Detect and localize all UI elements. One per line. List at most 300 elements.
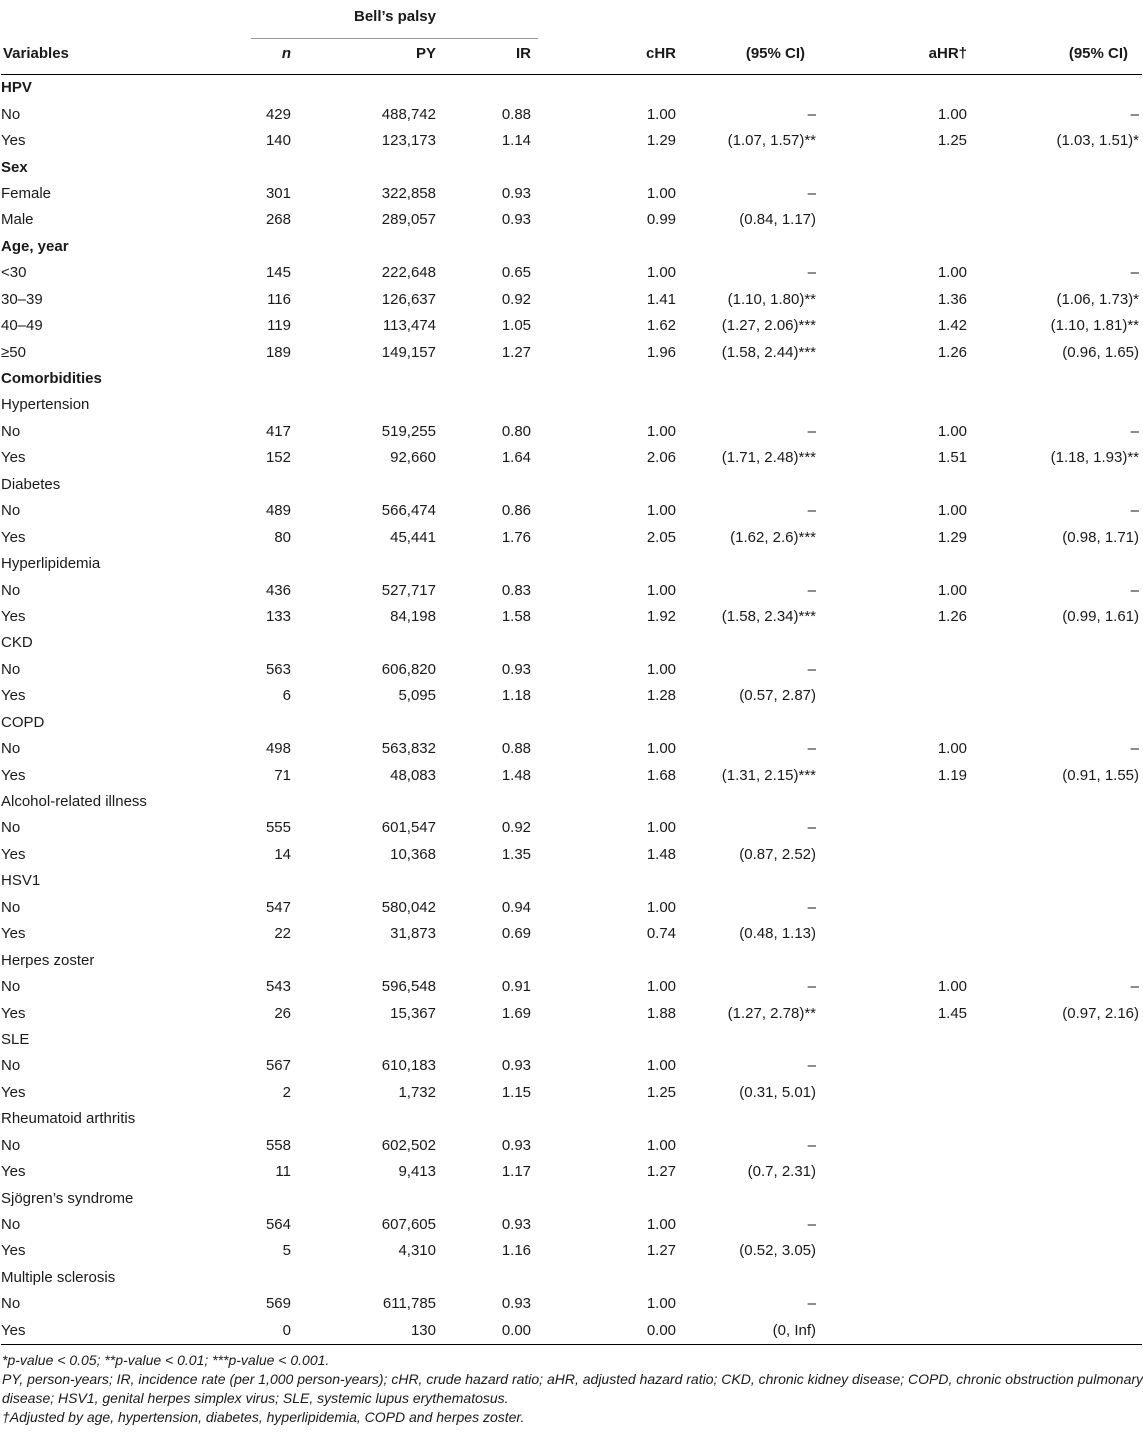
cell-n xyxy=(251,154,291,180)
cell-chr: 1.27 xyxy=(646,1163,677,1181)
cell-ci2: (1.06, 1.73)* xyxy=(1056,290,1140,308)
cell-ci1: – xyxy=(807,105,817,123)
cell-chr: 1.00 xyxy=(646,581,677,599)
cell-ir: 0.86 xyxy=(501,502,532,520)
cell-ci1: (0, Inf) xyxy=(772,1321,817,1339)
row-label: Yes xyxy=(1,687,26,705)
cell-ci2 xyxy=(976,1265,1142,1291)
cell-ahr xyxy=(841,1053,976,1079)
cell-ci1: (1.58, 2.34)*** xyxy=(721,607,817,625)
cell-ci2 xyxy=(976,1080,1142,1106)
row-label: HPV xyxy=(1,79,32,97)
row-label: Male xyxy=(1,211,34,229)
cell-ahr xyxy=(841,1027,976,1053)
cell-ci2: – xyxy=(1130,105,1140,123)
cell-py: 45,441 xyxy=(390,528,436,546)
cell-ahr xyxy=(841,75,976,102)
cell-ahr: 1.00 xyxy=(937,264,968,282)
cell-n: 558 xyxy=(265,1136,291,1154)
cell-chr xyxy=(539,366,679,392)
cell-chr xyxy=(539,392,679,418)
cell-py: 48,083 xyxy=(390,766,436,784)
table-row xyxy=(1,1053,1142,1079)
cell-ahr: 1.00 xyxy=(937,502,968,520)
cell-py xyxy=(291,710,466,736)
cell-ci2: (0.96, 1.65) xyxy=(1062,343,1140,361)
cell-n: 2 xyxy=(282,1083,291,1101)
cell-chr: 1.25 xyxy=(646,1083,677,1101)
cell-ahr xyxy=(841,1291,976,1317)
cell-ir: 0.80 xyxy=(501,422,532,440)
cell-ahr: 1.42 xyxy=(937,317,968,335)
cell-py xyxy=(291,947,466,973)
cell-chr: 1.00 xyxy=(646,1136,677,1154)
cell-ci1 xyxy=(679,366,841,392)
cell-chr: 1.27 xyxy=(646,1242,677,1260)
cell-n: 133 xyxy=(265,607,291,625)
row-label: No xyxy=(1,105,21,123)
row-label: Yes xyxy=(1,766,26,784)
cell-chr: 1.00 xyxy=(646,1295,677,1313)
row-label: Yes xyxy=(1,1163,26,1181)
cell-py: 563,832 xyxy=(381,740,436,758)
cell-ahr: 1.00 xyxy=(937,581,968,599)
cell-ahr xyxy=(841,472,976,498)
row-label: Age, year xyxy=(1,237,69,255)
col-ahr: aHR† xyxy=(841,34,976,75)
cell-ci1 xyxy=(679,789,841,815)
cell-chr xyxy=(539,1185,679,1211)
cell-chr: 1.00 xyxy=(646,740,677,758)
cell-chr: 0.99 xyxy=(646,211,677,229)
cell-n xyxy=(251,1027,291,1053)
cell-n xyxy=(251,551,291,577)
row-label: No xyxy=(1,1136,21,1154)
cell-ahr: 1.00 xyxy=(937,105,968,123)
cell-py: 149,157 xyxy=(381,343,436,361)
cell-ci1: (0.57, 2.87) xyxy=(739,687,817,705)
cell-py: 566,474 xyxy=(381,502,436,520)
cell-chr: 1.88 xyxy=(646,1004,677,1022)
cell-ir: 1.58 xyxy=(501,607,532,625)
cell-ahr xyxy=(841,366,976,392)
cell-ci1: (1.27, 2.78)** xyxy=(727,1004,817,1022)
cell-chr: 1.00 xyxy=(646,422,677,440)
results-table xyxy=(1,0,1142,1344)
cell-ahr xyxy=(841,895,976,921)
cell-ci1: (0.84, 1.17) xyxy=(739,211,817,229)
table-row xyxy=(1,1027,1142,1053)
cell-ci1: (1.31, 2.15)*** xyxy=(721,766,817,784)
cell-n: 429 xyxy=(265,105,291,123)
cell-n: 268 xyxy=(265,211,291,229)
cell-ir: 0.93 xyxy=(501,1216,532,1234)
cell-ahr xyxy=(841,1238,976,1264)
cell-n: 189 xyxy=(265,343,291,361)
cell-ci1 xyxy=(679,75,841,102)
cell-py xyxy=(291,1265,466,1291)
table-row xyxy=(1,683,1142,709)
cell-ci2 xyxy=(976,1133,1142,1159)
row-label: Yes xyxy=(1,925,26,943)
cell-n: 80 xyxy=(274,528,291,546)
cell-ir: 0.92 xyxy=(501,819,532,837)
cell-n: 22 xyxy=(274,925,291,943)
cell-ci1: – xyxy=(807,1216,817,1234)
cell-n: 119 xyxy=(267,317,291,335)
cell-ir: 1.48 xyxy=(501,766,532,784)
cell-ci2: (1.03, 1.51)* xyxy=(1056,132,1140,150)
cell-ci2 xyxy=(976,842,1142,868)
cell-ci1: (1.07, 1.57)** xyxy=(727,132,817,150)
cell-n: 301 xyxy=(265,184,291,202)
table-row xyxy=(1,1238,1142,1264)
cell-n xyxy=(251,392,291,418)
cell-ci2: – xyxy=(1130,978,1140,996)
cell-ci1 xyxy=(679,868,841,894)
cell-ci1 xyxy=(679,234,841,260)
cell-ir: 1.17 xyxy=(501,1163,532,1181)
cell-n xyxy=(251,710,291,736)
cell-chr: 0.00 xyxy=(646,1321,677,1339)
cell-py: 611,785 xyxy=(382,1295,436,1313)
cell-chr: 1.62 xyxy=(646,317,677,335)
cell-ahr xyxy=(841,1106,976,1132)
cell-ir: 1.18 xyxy=(501,687,532,705)
cell-ir xyxy=(466,1106,539,1132)
cell-py xyxy=(291,1106,466,1132)
col-ci-crude: (95% CI) xyxy=(679,34,841,75)
row-label: Yes xyxy=(1,1242,26,1260)
cell-py: 123,173 xyxy=(381,132,436,150)
cell-ci2 xyxy=(976,683,1142,709)
cell-py: 222,648 xyxy=(381,264,436,282)
cell-ahr xyxy=(841,842,976,868)
cell-ci2: (0.99, 1.61) xyxy=(1062,607,1140,625)
cell-chr: 1.00 xyxy=(646,660,677,678)
cell-ci1: (1.10, 1.80)** xyxy=(727,290,817,308)
cell-ahr xyxy=(841,1265,976,1291)
cell-ir xyxy=(466,366,539,392)
cell-py: 610,183 xyxy=(381,1057,436,1075)
table-row xyxy=(1,577,1142,603)
row-label: Comorbidities xyxy=(1,370,102,388)
cell-ci1: (0.48, 1.13) xyxy=(739,925,817,943)
table-row xyxy=(1,472,1142,498)
row-label: Yes xyxy=(1,607,26,625)
col-variables: Variables xyxy=(1,34,251,75)
cell-py: 580,042 xyxy=(381,898,436,916)
cell-chr: 1.41 xyxy=(646,290,677,308)
table-row xyxy=(1,1291,1142,1317)
cell-ir xyxy=(466,630,539,656)
table-row xyxy=(1,1212,1142,1238)
cell-ci1 xyxy=(679,1027,841,1053)
cell-ci1: – xyxy=(807,660,817,678)
table-row xyxy=(1,234,1142,260)
cell-ci1: – xyxy=(807,422,817,440)
cell-py: 519,255 xyxy=(381,422,436,440)
cell-chr xyxy=(539,947,679,973)
table-row xyxy=(1,868,1142,894)
cell-n: 417 xyxy=(265,422,291,440)
cell-n xyxy=(251,1265,291,1291)
cell-ahr xyxy=(841,1185,976,1211)
cell-n: 0 xyxy=(282,1321,291,1339)
cell-ahr xyxy=(841,657,976,683)
cell-ci2 xyxy=(976,1238,1142,1264)
row-label: No xyxy=(1,422,21,440)
cell-ahr xyxy=(841,1133,976,1159)
row-label: No xyxy=(1,660,21,678)
cell-chr: 1.96 xyxy=(646,343,677,361)
table-row xyxy=(1,1000,1142,1026)
col-n: n xyxy=(251,34,291,75)
cell-chr xyxy=(539,75,679,102)
cell-ci2: (0.91, 1.55) xyxy=(1062,766,1140,784)
row-label: Sex xyxy=(1,158,28,176)
cell-ci1: – xyxy=(807,740,817,758)
row-label: 30–39 xyxy=(1,290,43,308)
table-row xyxy=(1,1080,1142,1106)
table-row xyxy=(1,1265,1142,1291)
cell-n: 564 xyxy=(265,1216,291,1234)
row-label: CKD xyxy=(1,634,33,652)
cell-n: 498 xyxy=(265,740,291,758)
cell-ir xyxy=(466,75,539,102)
cell-ir xyxy=(466,1027,539,1053)
cell-ir: 0.93 xyxy=(501,211,532,229)
cell-ir: 1.35 xyxy=(501,845,532,863)
row-label: No xyxy=(1,1057,21,1075)
cell-ci1: – xyxy=(807,978,817,996)
cell-py: 9,413 xyxy=(398,1163,436,1181)
cell-py: 527,717 xyxy=(381,581,436,599)
cell-py: 31,873 xyxy=(390,925,436,943)
cell-ahr xyxy=(841,1159,976,1185)
cell-chr: 1.00 xyxy=(646,1057,677,1075)
row-label: Rheumatoid arthritis xyxy=(1,1110,136,1128)
table-row xyxy=(1,128,1142,154)
row-label: Yes xyxy=(1,449,26,467)
table-row xyxy=(1,947,1142,973)
table-row xyxy=(1,1159,1142,1185)
row-label: HSV1 xyxy=(1,872,41,890)
row-label: Sjögren’s syndrome xyxy=(1,1189,134,1207)
cell-ci1 xyxy=(679,551,841,577)
row-label: No xyxy=(1,819,21,837)
table-row xyxy=(1,1185,1142,1211)
cell-ir: 0.83 xyxy=(501,581,532,599)
cell-ci2: – xyxy=(1130,740,1140,758)
cell-chr xyxy=(539,630,679,656)
cell-py: 322,858 xyxy=(381,184,436,202)
cell-ci2 xyxy=(976,868,1142,894)
cell-ir xyxy=(466,154,539,180)
cell-ci1: (0.7, 2.31) xyxy=(747,1163,817,1181)
cell-n: 436 xyxy=(265,581,291,599)
cell-chr: 1.00 xyxy=(646,978,677,996)
cell-n xyxy=(251,868,291,894)
col-ci-adjusted: (95% CI) xyxy=(976,34,1142,75)
table-row xyxy=(1,339,1142,365)
cell-ahr: 1.00 xyxy=(937,978,968,996)
table-row xyxy=(1,789,1142,815)
cell-n xyxy=(251,947,291,973)
cell-ci2 xyxy=(976,207,1142,233)
cell-ahr xyxy=(841,154,976,180)
cell-chr: 1.29 xyxy=(646,132,677,150)
cell-ci2 xyxy=(976,1159,1142,1185)
cell-py: 15,367 xyxy=(390,1004,436,1022)
cell-ci1: (0.31, 5.01) xyxy=(739,1083,817,1101)
cell-n: 5 xyxy=(282,1242,291,1260)
cell-ci2: (0.98, 1.71) xyxy=(1062,528,1140,546)
cell-chr: 1.48 xyxy=(646,845,677,863)
table-row xyxy=(1,974,1142,1000)
cell-ci2: – xyxy=(1130,581,1140,599)
row-label: No xyxy=(1,898,21,916)
cell-ci1: – xyxy=(807,184,817,202)
cell-ir: 1.69 xyxy=(501,1004,532,1022)
cell-ci1 xyxy=(679,1185,841,1211)
table-row xyxy=(1,921,1142,947)
cell-ci2 xyxy=(976,154,1142,180)
cell-ahr: 1.26 xyxy=(937,343,968,361)
cell-py xyxy=(291,75,466,102)
cell-py xyxy=(291,1027,466,1053)
cell-py xyxy=(291,234,466,260)
table-row xyxy=(1,710,1142,736)
cell-ci1: (1.58, 2.44)*** xyxy=(721,343,817,361)
cell-ir: 0.69 xyxy=(501,925,532,943)
cell-py: 596,548 xyxy=(381,978,436,996)
cell-ir: 0.93 xyxy=(501,1057,532,1075)
cell-n: 543 xyxy=(265,978,291,996)
cell-ci1: – xyxy=(807,1057,817,1075)
cell-chr xyxy=(539,710,679,736)
cell-n: 152 xyxy=(265,449,291,467)
row-label: Alcohol-related illness xyxy=(1,793,147,811)
table-row xyxy=(1,260,1142,286)
cell-ahr: 1.00 xyxy=(937,422,968,440)
cell-n: 11 xyxy=(275,1163,291,1181)
cell-ir: 1.76 xyxy=(501,528,532,546)
cell-ahr xyxy=(841,392,976,418)
cell-ahr xyxy=(841,710,976,736)
cell-ir: 1.14 xyxy=(501,132,532,150)
cell-ir xyxy=(466,947,539,973)
cell-ci1: (1.62, 2.6)*** xyxy=(730,528,817,546)
row-label: Yes xyxy=(1,528,26,546)
cell-ir xyxy=(466,1185,539,1211)
cell-ir: 0.93 xyxy=(501,1136,532,1154)
cell-ci2 xyxy=(976,181,1142,207)
cell-ahr xyxy=(841,789,976,815)
cell-ir: 0.91 xyxy=(501,978,532,996)
cell-ir xyxy=(466,710,539,736)
cell-py xyxy=(291,551,466,577)
cell-ir: 0.65 xyxy=(501,264,532,282)
row-label: COPD xyxy=(1,713,45,731)
cell-ci1: – xyxy=(807,502,817,520)
cell-py xyxy=(291,868,466,894)
cell-chr xyxy=(539,551,679,577)
section-row xyxy=(1,154,1142,180)
header-span-rule xyxy=(251,38,538,39)
cell-ci2 xyxy=(976,1291,1142,1317)
cell-ir: 0.92 xyxy=(501,290,532,308)
cell-ci1 xyxy=(679,1106,841,1132)
cell-n: 567 xyxy=(265,1057,291,1075)
cell-chr: 0.74 xyxy=(646,925,677,943)
cell-chr: 1.00 xyxy=(646,502,677,520)
cell-chr: 1.00 xyxy=(646,264,677,282)
cell-ci2 xyxy=(976,815,1142,841)
cell-chr: 2.05 xyxy=(646,528,677,546)
cell-ahr: 1.45 xyxy=(937,1004,968,1022)
cell-n: 555 xyxy=(265,819,291,837)
cell-py xyxy=(291,789,466,815)
table-row xyxy=(1,736,1142,762)
cell-ahr xyxy=(841,947,976,973)
cell-ci1: – xyxy=(807,581,817,599)
cell-ir: 0.94 xyxy=(501,898,532,916)
cell-ci1 xyxy=(679,630,841,656)
cell-n xyxy=(251,472,291,498)
cell-py: 1,732 xyxy=(398,1083,436,1101)
table-row xyxy=(1,1106,1142,1132)
cell-ahr: 1.19 xyxy=(937,766,968,784)
cell-ir: 0.93 xyxy=(501,1295,532,1313)
cell-ahr xyxy=(841,234,976,260)
cell-ir xyxy=(466,551,539,577)
cell-chr: 2.06 xyxy=(646,449,677,467)
table-row xyxy=(1,287,1142,313)
table-body xyxy=(1,75,1142,1345)
col-ir: IR xyxy=(466,34,539,75)
cell-n xyxy=(251,789,291,815)
table-row xyxy=(1,1133,1142,1159)
col-py: PY xyxy=(291,34,466,75)
cell-n: 71 xyxy=(274,766,291,784)
cell-ci1: (0.52, 3.05) xyxy=(739,1242,817,1260)
row-label: ≥50 xyxy=(1,343,26,361)
table-row xyxy=(1,498,1142,524)
footnote-significance: *p-value < 0.05; **p-value < 0.01; ***p-value < 0.001. xyxy=(2,1352,330,1368)
table-row xyxy=(1,657,1142,683)
table-row xyxy=(1,181,1142,207)
cell-ahr xyxy=(841,630,976,656)
section-row xyxy=(1,75,1142,102)
cell-ir xyxy=(466,472,539,498)
cell-ci2 xyxy=(976,921,1142,947)
row-label: Yes xyxy=(1,1321,26,1339)
cell-py xyxy=(291,1185,466,1211)
cell-ci2 xyxy=(976,234,1142,260)
cell-chr: 1.28 xyxy=(646,687,677,705)
cell-py: 488,742 xyxy=(381,105,436,123)
cell-ci2 xyxy=(976,1318,1142,1344)
cell-ci1: – xyxy=(807,898,817,916)
footnote-abbreviations: PY, person-years; IR, incidence rate (per 1,000 person-years); cHR, crude hazard ratio; aHR, adjusted hazard ratio; CKD, chronic kidney disease; COPD, chronic obstruction pulmonary disease; HSV1, genital herpes simplex virus; SLE, systemic lupus erythematosus. xyxy=(2,1371,1143,1406)
cell-ci2: (1.18, 1.93)** xyxy=(1050,449,1140,467)
cell-ci1 xyxy=(679,392,841,418)
cell-ci2 xyxy=(976,657,1142,683)
cell-chr: 1.00 xyxy=(646,1216,677,1234)
cell-ci1 xyxy=(679,710,841,736)
cell-ci1 xyxy=(679,1265,841,1291)
